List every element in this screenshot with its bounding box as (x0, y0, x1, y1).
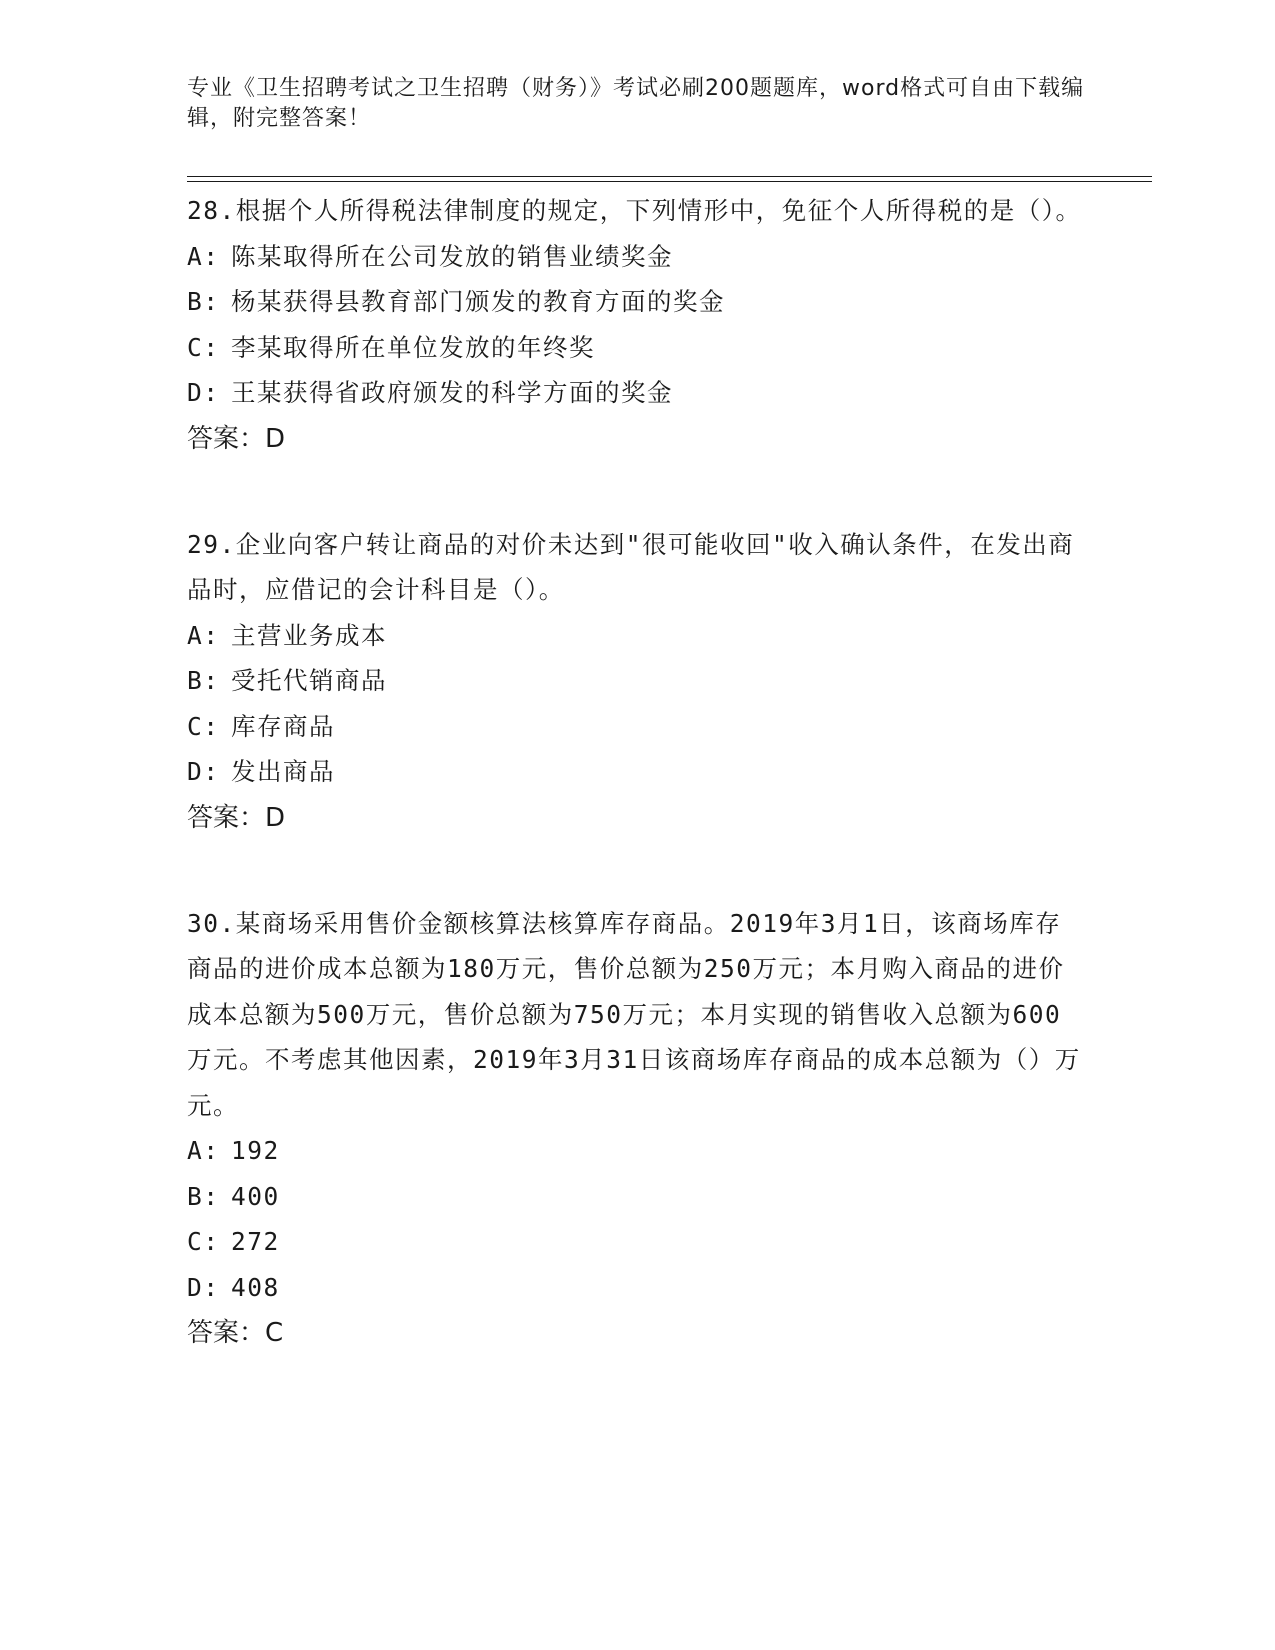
option-text: 发出商品 (231, 757, 335, 786)
question-stem: 30.某商场采用售价金额核算法核算库存商品。2019年3月1日，该商场库存商品的进价成本总额为180万元，售价总额为250万元；本月购入商品的进价成本总额为500万元，售价总额为750万元；本月实现的销售收入总额为600万元。不考虑其他因素，2019年3月31日该商场库存商品的成本总额为（）万元。 (187, 908, 1081, 1120)
option-text: 192 (231, 1136, 280, 1165)
option-text: 主营业务成本 (231, 620, 387, 650)
option-key: C: (187, 711, 220, 741)
question-30 (187, 901, 1087, 1357)
option-key: D: (187, 1272, 220, 1302)
option-key: A: (187, 1136, 220, 1165)
option-d (187, 370, 1087, 416)
option-text: 库存商品 (231, 711, 335, 741)
question-28 (187, 188, 1087, 462)
option-key: C: (187, 1227, 220, 1256)
header-rule-top (187, 176, 1152, 177)
option-key: A: (187, 241, 220, 271)
document-header: 专业《卫生招聘考试之卫生招聘（财务）》考试必刷200题题库，word格式可自由下载编辑，附完整答案！ (187, 76, 1085, 131)
option-key: B: (187, 1181, 220, 1211)
question-stem: 28.根据个人所得税法律制度的规定，下列情形中，免征个人所得税的是（）。 (187, 196, 1082, 225)
option-text: 408 (231, 1272, 280, 1302)
option-c (187, 325, 1087, 371)
option-text: 400 (231, 1181, 280, 1211)
option-c (187, 704, 1087, 750)
question-list (187, 188, 1087, 1416)
option-d (187, 1265, 1087, 1311)
option-key: D: (187, 378, 220, 407)
option-d (187, 749, 1087, 795)
option-c (187, 1219, 1087, 1265)
option-a (187, 1128, 1087, 1174)
option-key: A: (187, 620, 220, 650)
option-b (187, 279, 1087, 325)
option-a (187, 234, 1087, 280)
option-key: B: (187, 287, 220, 316)
answer-line: 答案：D (187, 423, 286, 454)
option-text: 受托代销商品 (231, 666, 387, 695)
answer-line: 答案：C (187, 1318, 284, 1348)
question-stem: 29.企业向客户转让商品的对价未达到"很可能收回"收入确认条件，在发出商品时，应借记的会计科目是（）。 (187, 529, 1075, 604)
option-text: 李某取得所在单位发放的年终奖 (231, 332, 595, 362)
header-rule-bottom (187, 181, 1152, 182)
option-text: 陈某取得所在公司发放的销售业绩奖金 (231, 241, 673, 271)
option-text: 272 (231, 1227, 280, 1256)
option-text: 杨某获得县教育部门颁发的教育方面的奖金 (231, 287, 725, 316)
option-a (187, 613, 1087, 659)
option-key: D: (187, 757, 220, 786)
option-key: C: (187, 332, 220, 362)
question-29 (187, 522, 1087, 841)
answer-line: 答案：D (187, 802, 286, 833)
option-b (187, 658, 1087, 704)
option-key: B: (187, 666, 220, 695)
option-text: 王某获得省政府颁发的科学方面的奖金 (231, 378, 673, 407)
option-b (187, 1174, 1087, 1220)
